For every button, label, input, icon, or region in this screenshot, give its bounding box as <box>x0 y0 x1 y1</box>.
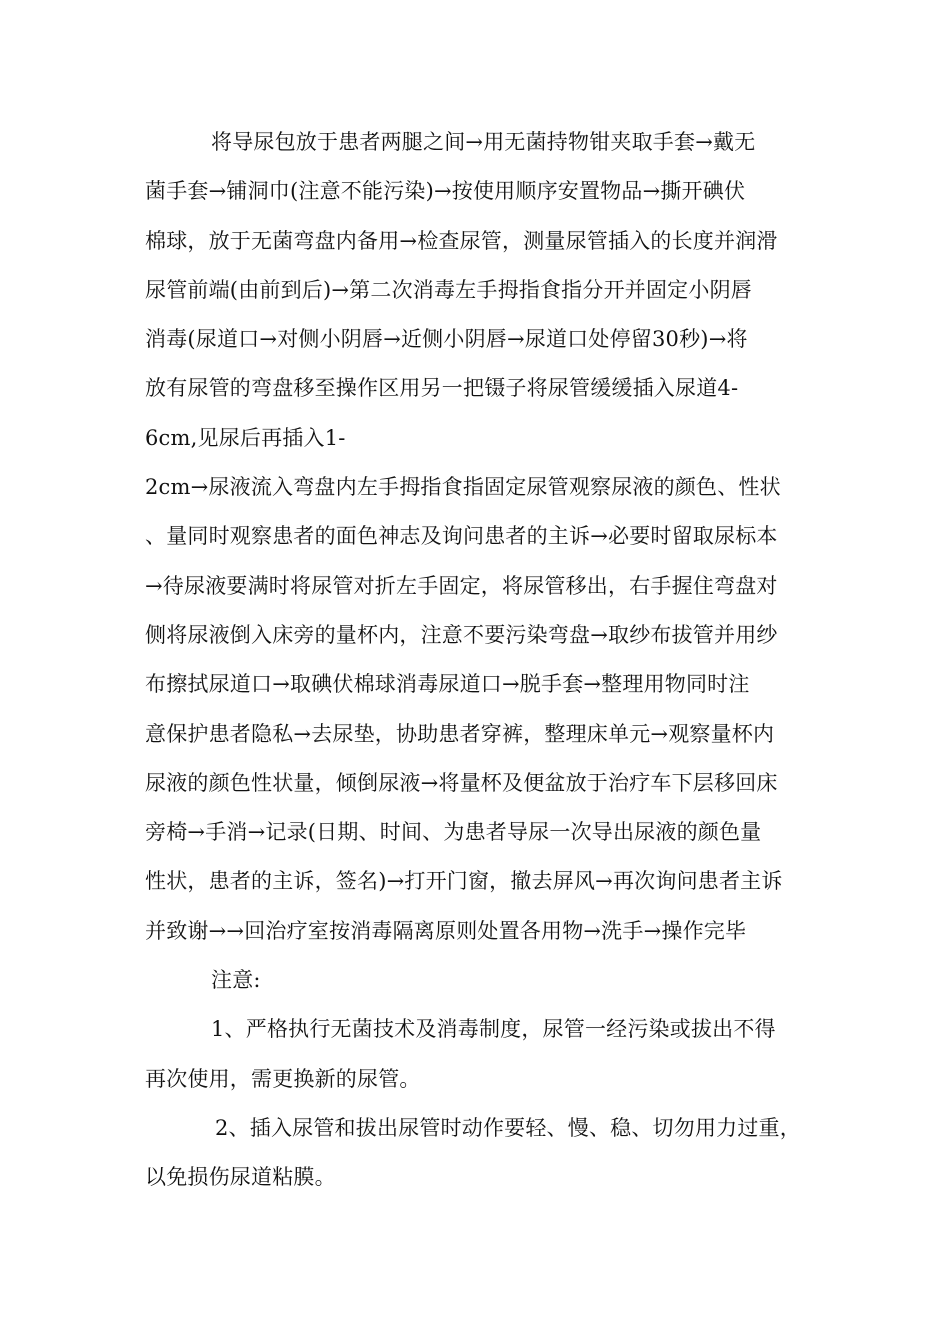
note-2-line-2: 以免损伤尿道粘膜。 <box>145 1165 336 1190</box>
note-1-line-2: 再次使用，需更换新的尿管。 <box>145 1066 421 1091</box>
procedure-line-5: 消毒(尿道口→对侧小阴唇→近侧小阴唇→尿道口处停留30秒)→将 <box>145 327 748 352</box>
procedure-line-11: 侧将尿液倒入床旁的量杯内，注意不要污染弯盘→取纱布拔管并用纱 <box>145 622 778 647</box>
note-2-line-1: 2、插入尿管和拔出尿管时动作要轻、慢、稳、切勿用力过重， <box>215 1115 801 1140</box>
procedure-line-2: 菌手套→铺洞巾(注意不能污染)→按使用顺序安置物品→撕开碘伏 <box>145 179 746 204</box>
procedure-line-17: 并致谢→→回治疗室按消毒隔离原则处置各用物→洗手→操作完毕 <box>145 918 747 943</box>
procedure-line-9: 、量同时观察患者的面色神志及询问患者的主诉→必要时留取尿标本 <box>145 524 778 549</box>
note-1-line-1: 1、严格执行无菌技术及消毒制度，尿管一经污染或拔出不得 <box>211 1017 776 1042</box>
procedure-line-4: 尿管前端(由前到后)→第二次消毒左手拇指食指分开并固定小阴唇 <box>145 277 752 302</box>
procedure-line-10: →待尿液要满时将尿管对折左手固定，将尿管移出，右手握住弯盘对 <box>145 573 778 598</box>
procedure-line-14: 尿液的颜色性状量，倾倒尿液→将量杯及便盆放于治疗车下层移回床 <box>145 770 778 795</box>
procedure-line-6: 放有尿管的弯盘移至操作区用另一把镊子将尿管缓缓插入尿道4- <box>145 376 739 401</box>
procedure-line-13: 意保护患者隐私→去尿垫，协助患者穿裤，整理床单元→观察量杯内 <box>145 721 775 746</box>
notes-heading: 注意: <box>211 968 261 993</box>
procedure-line-16: 性状，患者的主诉，签名)→打开门窗，撤去屏风→再次询问患者主诉 <box>145 869 783 894</box>
procedure-line-1: 将导尿包放于患者两腿之间→用无菌持物钳夹取手套→戴无 <box>211 130 756 154</box>
procedure-line-15: 旁椅→手消→记录(日期、时间、为患者导尿一次导出尿液的颜色量 <box>145 820 762 845</box>
document-body <box>145 118 813 1203</box>
procedure-line-3: 棉球，放于无菌弯盘内备用→检查尿管，测量尿管插入的长度并润滑 <box>145 228 778 253</box>
procedure-line-7: 6cm,见尿后再插入1- <box>145 425 346 450</box>
procedure-line-8: 2cm→尿液流入弯盘内左手拇指食指固定尿管观察尿液的颜色、性状 <box>145 475 781 500</box>
procedure-line-12: 布擦拭尿道口→取碘伏棉球消毒尿道口→脱手套→整理用物同时注 <box>145 672 750 697</box>
